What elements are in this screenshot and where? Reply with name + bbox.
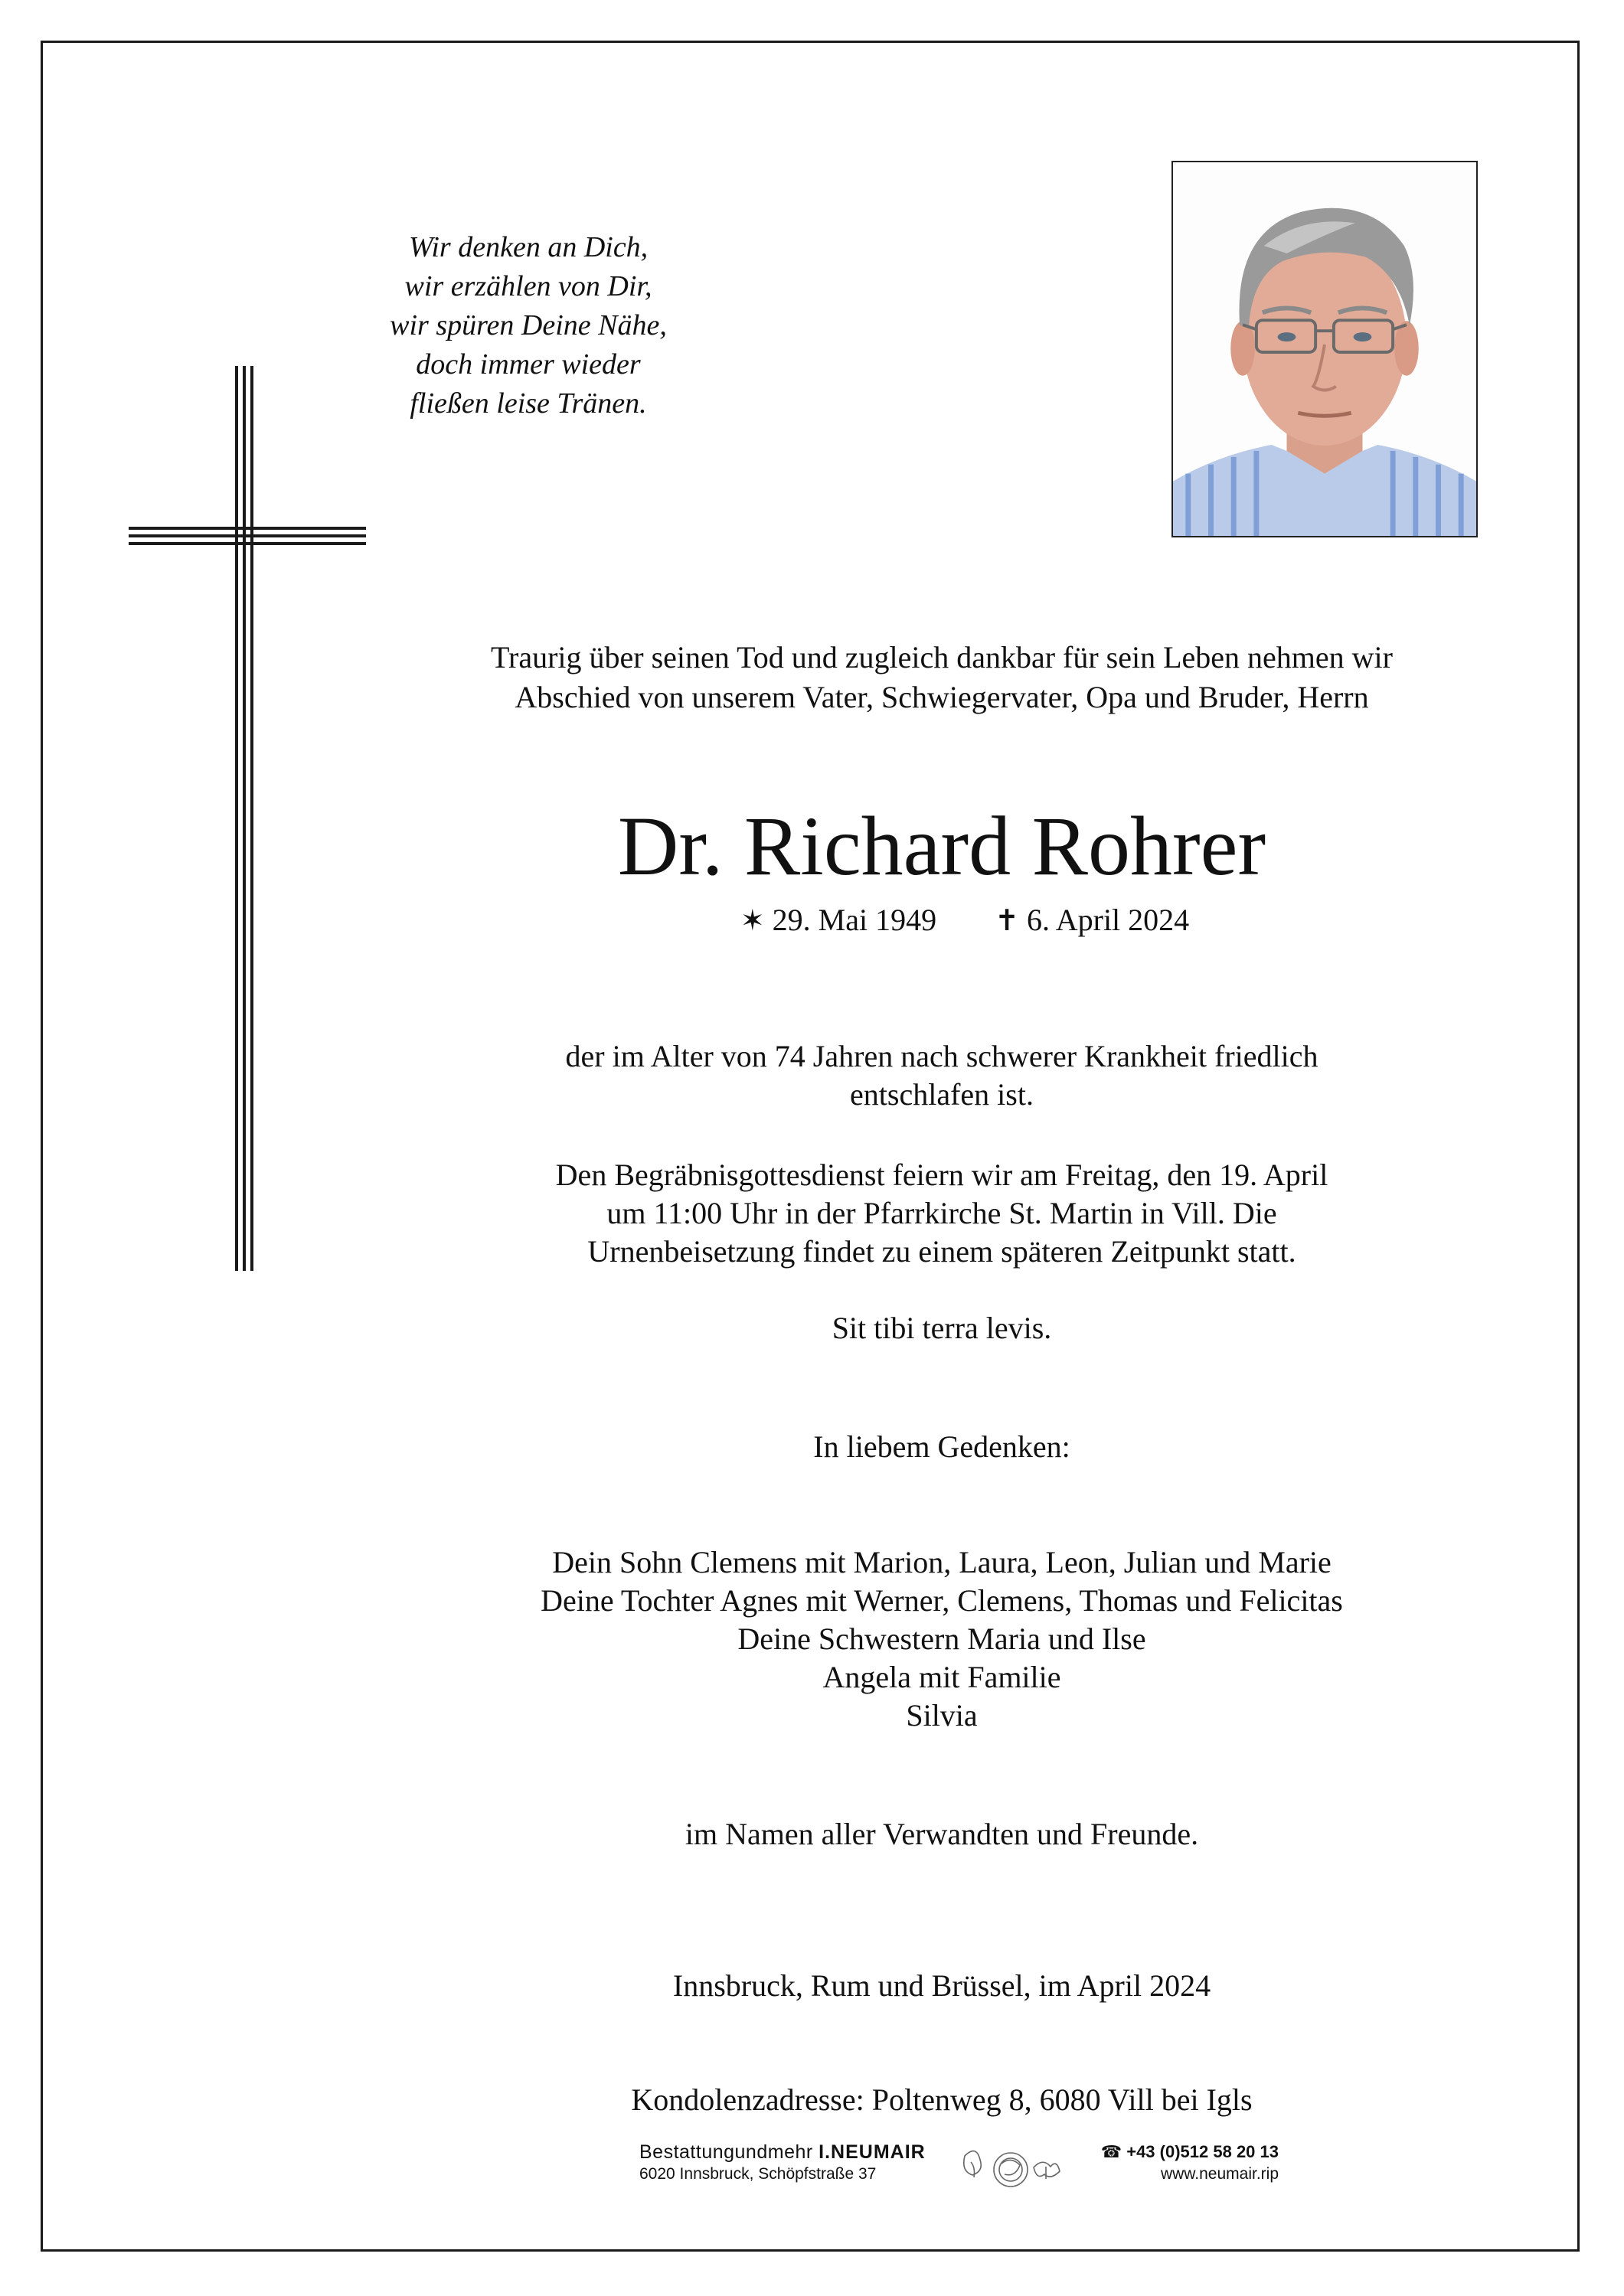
funeral-home-phone: [1083, 2141, 1279, 2164]
poem-line: fließen leise Tränen.: [410, 387, 647, 420]
butterfly-logo-icon: [957, 2141, 1064, 2194]
passing-text: [352, 1037, 1531, 1114]
passing-line: entschlafen ist.: [850, 1077, 1034, 1112]
intro-line: Abschied von unserem Vater, Schwiegervater, Opa und Bruder, Herrn: [515, 680, 1369, 714]
mourner-line: Deine Schwestern Maria und Ilse: [737, 1622, 1146, 1656]
mourner-line: Dein Sohn Clemens mit Marion, Laura, Leon, Julian und Marie: [552, 1545, 1332, 1579]
poem-line: Wir denken an Dich,: [408, 231, 649, 263]
place-date: Innsbruck, Rum und Brüssel, im April 2024: [672, 1968, 1211, 2003]
life-dates: [582, 901, 1348, 939]
brand-name: Bestattungundmehr: [639, 2141, 813, 2163]
phone-icon: ☎: [1100, 2142, 1122, 2161]
intro-text: [352, 638, 1531, 717]
portrait-photo: [1171, 161, 1478, 537]
funeral-home-info: [639, 2141, 926, 2185]
poem: [322, 228, 735, 423]
mourner-line: Deine Tochter Agnes mit Werner, Clemens, Thomas und Felicitas: [541, 1583, 1343, 1618]
poem-line: wir erzählen von Dir,: [404, 270, 652, 302]
cross-icon: [129, 366, 366, 1271]
funeral-home-brand: [639, 2141, 926, 2164]
funeral-home-address: 6020 Innsbruck, Schöpfstraße 37: [639, 2165, 877, 2183]
mourner-line: Angela mit Familie: [822, 1660, 1061, 1694]
latin-phrase: Sit tibi terra levis.: [832, 1311, 1052, 1345]
intro-line: Traurig über seinen Tod und zugleich dankbar für sein Leben nehmen wir: [491, 640, 1393, 674]
deceased-name: Dr. Richard Rohrer: [617, 799, 1266, 893]
death-date: 6. April 2024: [1026, 903, 1190, 937]
death-cross-icon: ✝: [995, 903, 1019, 937]
memory-heading: In liebem Gedenken:: [813, 1429, 1070, 1464]
funeral-line: Den Begräbnisgottesdienst feiern wir am Freitag, den 19. April: [555, 1158, 1328, 1192]
mourner-line: Silvia: [906, 1698, 978, 1733]
poem-line: wir spüren Deine Nähe,: [390, 309, 667, 341]
phone-number: +43 (0)512 58 20 13: [1126, 2142, 1279, 2161]
funeral-home-logo: [639, 2141, 1298, 2194]
passing-line: der im Alter von 74 Jahren nach schwerer Krankheit friedlich: [565, 1039, 1318, 1073]
on-behalf-text: im Namen aller Verwandten und Freunde.: [685, 1817, 1199, 1851]
condolence-address: Kondolenzadresse: Poltenweg 8, 6080 Vill bei Igls: [631, 2082, 1253, 2117]
birth-star-icon: ✶: [740, 903, 765, 937]
birth-date: 29. Mai 1949: [772, 903, 937, 937]
funeral-home-website[interactable]: www.neumair.rip: [1160, 2165, 1279, 2183]
funeral-line: um 11:00 Uhr in der Pfarrkirche St. Martin in Vill. Die: [606, 1196, 1277, 1230]
funeral-home-contact: [1083, 2141, 1279, 2185]
poem-line: doch immer wieder: [416, 348, 641, 380]
funeral-line: Urnenbeisetzung findet zu einem späteren Zeitpunkt statt.: [587, 1234, 1296, 1269]
funeral-text: [352, 1156, 1531, 1271]
mourners-list: [352, 1543, 1531, 1735]
brand-name-neumair: I.NEUMAIR: [819, 2141, 926, 2163]
